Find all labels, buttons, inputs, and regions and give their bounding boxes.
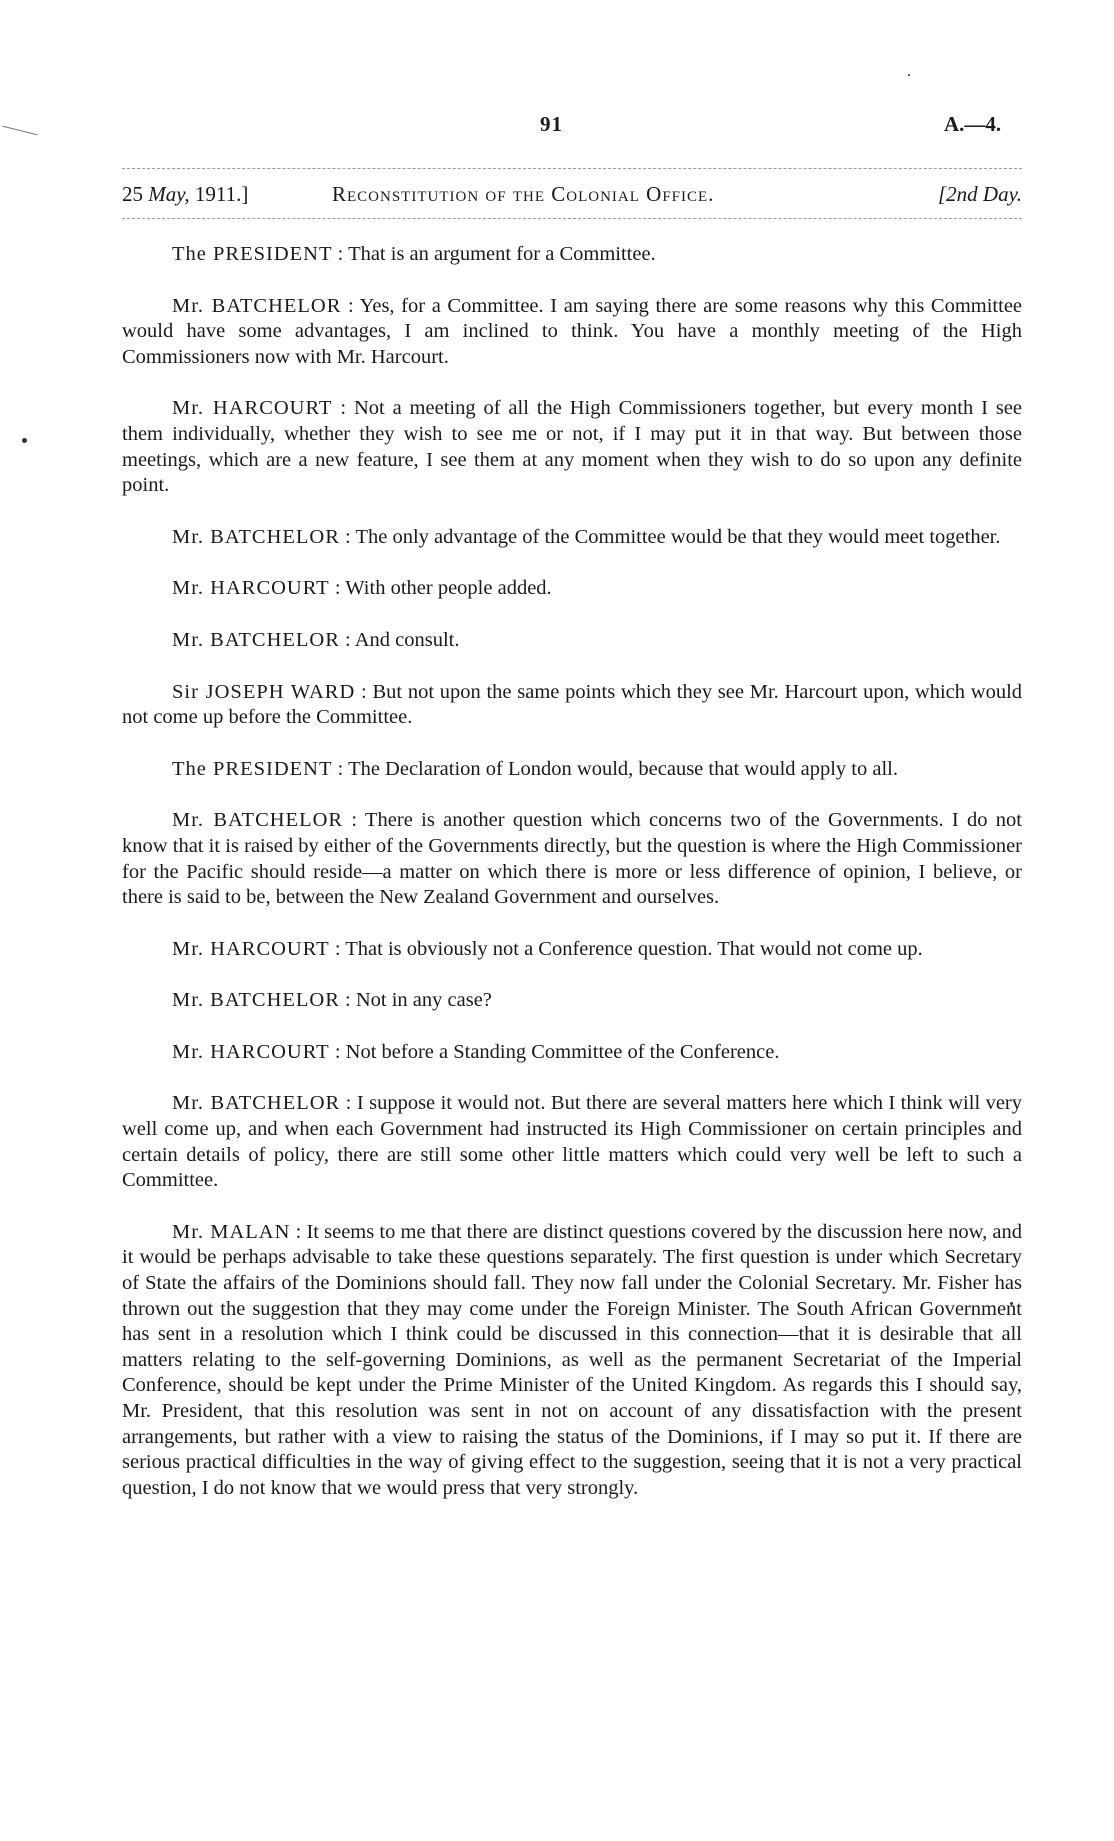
speaker-name: Mr. BATCHELOR xyxy=(172,1092,341,1115)
header-rule-bottom xyxy=(122,218,1022,219)
speech-text: But not upon the same points which they see Mr. Harcourt upon, which would not come up before the Committee. xyxy=(122,680,1023,729)
speech-paragraph: Mr. BATCHELOR : I suppose it would not. But there are several matters here which I think will very well come up, and when each Government had instructed its High Commissioner on certain principles and certain details of policy, there are still some other little matters which could very well be left to such a Committee. xyxy=(122,1092,1023,1192)
speaker-name: The PRESIDENT xyxy=(172,757,333,780)
document-reference: A.—4. xyxy=(944,112,1002,136)
speech-text: Yes, for a Committee. I am saying there are some reasons why this Committee would have some advantages, I am inclined to think. You have a monthly meeting of the High Commissioners now with Mr. Harcourt. xyxy=(122,294,1023,368)
speech-text: That is an argument for a Committee. xyxy=(348,243,656,265)
running-header xyxy=(122,178,1022,210)
speech-text: There is another question which concerns two of the Governments. I do not know that it is raised by either of the Governments directly, but the question is where the High Commissioner for the Pacific should reside—a matter on which there is more or less difference of opinion, I believe, or there is said to be, between the New Zealand Government and ourselves. xyxy=(122,809,1023,909)
speech-text: With other people added. xyxy=(345,577,552,600)
speech-text: Not a meeting of all the High Commissioners together, but every month I see them individually, whether they wish to see me or not, if I may put it in that way. But between those meetings, which are a new feature, I see them at any moment when they wish to do so upon any definite point. xyxy=(122,397,1023,497)
header-day-bracket: [ xyxy=(937,182,947,206)
margin-dot xyxy=(908,74,910,76)
speaker-name: Mr. BATCHELOR xyxy=(172,989,340,1012)
speech-paragraph: Mr. BATCHELOR : Yes, for a Committee. I am saying there are some reasons why this Committee would have some advantages, I am inclined to think. You have a monthly meeting of the High Commissioners now with Mr. Harcourt. xyxy=(122,294,1023,368)
header-title: Reconstitution of the Colonial Office. xyxy=(332,182,715,206)
speaker-name: Mr. HARCOURT xyxy=(172,937,330,960)
speaker-name: The PRESIDENT xyxy=(172,243,333,265)
speaker-name: Mr. BATCHELOR xyxy=(172,525,340,548)
speaker-name: Mr. BATCHELOR xyxy=(172,809,344,832)
speech-paragraph: Mr. HARCOURT : That is obviously not a Conference question. That would not come up. xyxy=(172,937,923,960)
transcript-body xyxy=(122,242,1022,1527)
speech-paragraph: Mr. HARCOURT : Not before a Standing Committee of the Conference. xyxy=(172,1040,780,1063)
page-number: 91 xyxy=(540,112,563,136)
header-day xyxy=(938,182,1022,207)
speech-text: I suppose it would not. But there are several matters here which I think will very well come up, and when each Government had instructed its High Commissioner on certain principles and certain details of policy, there are still some other little matters which could very well be left to such a Committee. xyxy=(122,1092,1023,1192)
header-date xyxy=(122,182,248,207)
header-date-month: May, xyxy=(148,182,190,206)
speech-text: And consult. xyxy=(354,628,460,651)
speech-paragraph: Mr. MALAN : It seems to me that there are distinct questions covered by the discussion here now, and it would be perhaps advisable to take these questions separately. The first question is under which Secretary of State the affairs of the Dominions should fall. They now fall under the Colonial Secretary. Mr. Fisher has thrown out the suggestion that they may come under the Foreign Minister. The South African Government has sent in a resolution which I think could be discussed in this connection—that it is desirable that all matters relating to the self-governing Dominions, as well as the permanent Secretariat of the Imperial Conference, should be kept under the Prime Minister of the United Kingdom. As regards this I should say, Mr. President, that this resolution was sent in not on account of any dissatisfaction with the present arrangements, but rather with a view to raising the status of the Dominions, if I may so put it. If there are serious practical difficulties in the way of giving effect to the suggestion, seeing that it is not a very practical question, I do not know that we would press that very strongly. xyxy=(122,1220,1022,1499)
header-rule-top xyxy=(122,168,1022,169)
speech-text: It seems to me that there are distinct questions covered by the discussion here now, and it would be perhaps advisable to take these questions separately. The first question is under which Secretary of State the affairs of the Dominions should fall. They now fall under the Colonial Secretary. Mr. Fisher has thrown out the suggestion that they may come under the Foreign Minister. The South African Government has sent in a resolution which I think could be discussed in this connection—that it is desirable that all matters relating to the self-governing Dominions, as well as the permanent Secretariat of the Imperial Conference, should be kept under the Prime Minister of the United Kingdom. As regards this I should say, Mr. President, that this resolution was sent in not on account of any dissatisfaction with the present arrangements, but rather with a view to raising the status of the Dominions, if I may so put it. If there are serious practical difficulties in the way of giving effect to the suggestion, seeing that it is not a very practical question, I do not know that we would press that very strongly. xyxy=(122,1220,1022,1499)
speech-text: The only advantage of the Committee would be that they would meet together. xyxy=(355,525,1001,548)
speech-text: Not before a Standing Committee of the Conference. xyxy=(345,1040,780,1063)
speech-text: That is obviously not a Conference question. That would not come up. xyxy=(345,937,923,960)
speaker-name: Mr. HARCOURT xyxy=(172,1040,330,1063)
speech-paragraph: Sir JOSEPH WARD : But not upon the same points which they see Mr. Harcourt upon, which would not come up before the Committee. xyxy=(122,680,1023,729)
speech-paragraph: The PRESIDENT : The Declaration of London would, because that would apply to all. xyxy=(172,757,898,780)
speech-paragraph: Mr. BATCHELOR : Not in any case? xyxy=(172,989,492,1012)
speech-text: The Declaration of London would, because that would apply to all. xyxy=(348,757,898,780)
speaker-name: Mr. MALAN xyxy=(172,1220,291,1243)
header-day-label: 2nd Day. xyxy=(946,182,1022,206)
speech-paragraph: Mr. BATCHELOR : There is another question which concerns two of the Governments. I do not know that it is raised by either of the Governments directly, but the question is where the High Commissioner for the Pacific should reside—a matter on which there is more or less difference of opinion, I believe, or there is said to be, between the New Zealand Government and ourselves. xyxy=(122,809,1023,909)
speech-paragraph: Mr. BATCHELOR : The only advantage of the Committee would be that they would meet together. xyxy=(172,525,1001,548)
speech-text: Not in any case? xyxy=(355,989,492,1012)
speech-paragraph: Mr. BATCHELOR : And consult. xyxy=(172,628,460,651)
speaker-name: Mr. HARCOURT xyxy=(172,577,330,600)
header-date-year: 1911.] xyxy=(194,182,249,206)
speech-paragraph: Mr. HARCOURT : Not a meeting of all the High Commissioners together, but every month I see them individually, whether they wish to see me or not, if I may put it in that way. But between those meetings, which are a new feature, I see them at any moment when they wish to do so upon any definite point. xyxy=(122,397,1023,497)
margin-scan-mark xyxy=(2,126,37,136)
speaker-name: Mr. BATCHELOR xyxy=(172,628,340,651)
margin-dot xyxy=(22,438,27,443)
speech-paragraph: The PRESIDENT : That is an argument for a Committee. xyxy=(172,243,656,265)
header-date-day: 25 xyxy=(122,182,143,206)
speaker-name: Mr. BATCHELOR xyxy=(172,294,342,317)
speaker-name: Mr. HARCOURT xyxy=(172,397,333,420)
speech-paragraph: Mr. HARCOURT : With other people added. xyxy=(172,577,552,600)
speaker-name: Sir JOSEPH WARD xyxy=(172,680,356,703)
